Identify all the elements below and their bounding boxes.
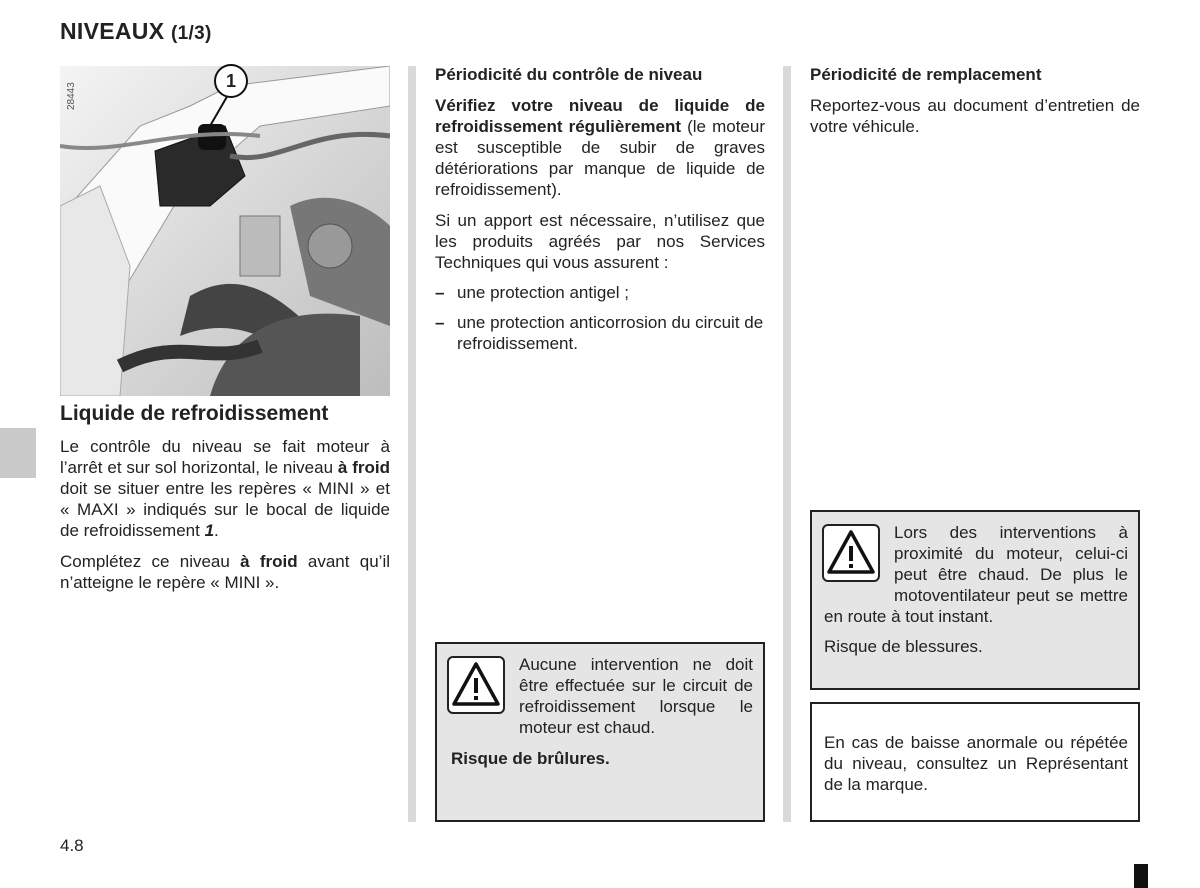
column-divider-1	[408, 66, 416, 822]
list-item: – une protection anticorrosion du circuit de refroidissement.	[435, 313, 764, 353]
chapter-tab	[0, 428, 36, 478]
callout-marker: 1	[214, 64, 248, 98]
text-run: Complétez ce niveau	[60, 552, 241, 571]
text-run: .	[214, 521, 219, 540]
level-check-paragraph	[60, 436, 390, 541]
text-run: Le contrôle du niveau se fait moteur à l’arrêt et sur sol horizontal, le niveau	[60, 437, 390, 477]
photo-reference: 28443	[66, 82, 77, 110]
left-text	[60, 436, 390, 593]
check-paragraph-bold: Vérifiez votre niveau de liquide de refroidissement régulièrement	[435, 96, 765, 136]
engine-photo	[60, 66, 390, 396]
injury-risk-text: Risque de blessures.	[824, 637, 983, 656]
icon-spacer	[824, 522, 894, 596]
text-run: avant qu’il n’atteigne le repère « MINI ».	[60, 552, 390, 592]
title-text: NIVEAUX	[60, 18, 165, 44]
injury-warning-box	[810, 510, 1140, 690]
engine-illustration	[60, 66, 390, 396]
warning-triangle-icon	[447, 656, 505, 714]
top-up-paragraph	[60, 551, 390, 593]
text-run: doit se situer entre les repères « MINI » et « MAXI » indiqués sur le bocal de liquide de refroidissement	[60, 479, 390, 540]
bold-text: à froid	[240, 552, 298, 571]
replacement-paragraph: Reportez-vous au document d’entretien de votre véhicule.	[810, 96, 1140, 136]
check-paragraph-rest: (le moteur est susceptible de subir de graves détériorations par manque de liquide de refroidissement).	[435, 117, 765, 199]
abnormal-level-note: En cas de baisse anormale ou répétée du niveau, consultez un Représentant de la marque.	[824, 733, 1128, 794]
note-box	[810, 702, 1140, 822]
product-list	[435, 282, 765, 354]
bold-text: 1	[204, 521, 215, 540]
section-heading: Liquide de refroidissement	[60, 402, 329, 425]
right-column	[810, 64, 1140, 137]
top-up-info-paragraph: Si un apport est nécessaire, n’utilisez que les produits agréés par nos Services Techniques qui vous assurent :	[435, 211, 765, 272]
burn-warning-box	[435, 642, 765, 822]
page-number: 4.8	[60, 836, 84, 855]
burn-risk-text: Risque de brûlures.	[451, 749, 610, 768]
bold-text: à froid	[337, 458, 391, 477]
injury-warning-text: Lors des interventions à proximité du moteur, celui-ci peut être chaud. De plus le motoventilateur peut se mettre en route à tout instant.	[824, 523, 1128, 626]
middle-column	[435, 64, 765, 354]
title-part: (1/3)	[171, 23, 212, 44]
check-periodicity-heading: Périodicité du contrôle de niveau	[435, 65, 703, 84]
column-divider-2	[783, 66, 791, 822]
page-title	[60, 18, 212, 45]
burn-warning-text: Aucune intervention ne doit être effectuée sur le circuit de refroidissement lorsque le moteur est chaud.	[519, 655, 753, 737]
page-edge-marker	[1134, 864, 1148, 888]
replacement-heading: Périodicité de remplacement	[810, 65, 1042, 84]
check-paragraph	[435, 95, 765, 200]
list-item: – une protection antigel ;	[435, 283, 630, 302]
